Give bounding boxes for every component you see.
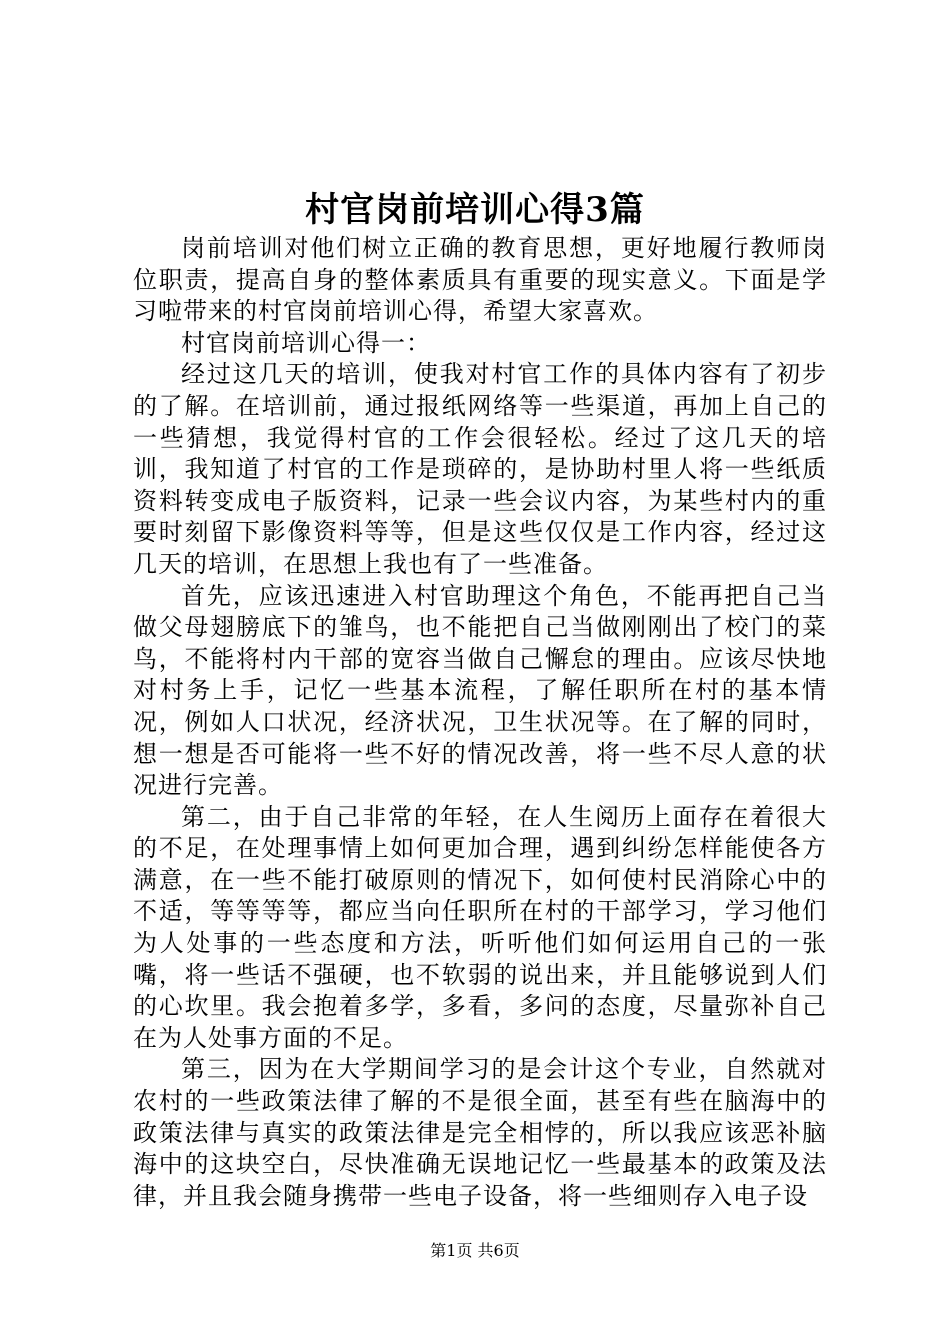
paragraph: 首先，应该迅速进入村官助理这个角色，不能再把自己当做父母翅膀底下的雏鸟，也不能把自己当做刚刚出了校门的菜鸟，不能将村内干部的宽容当做自己懈怠的理由。应该尽快地对村务上手，记忆一些基本流程，了解任职所在村的基本情况，例如人口状况，经济状况，卫生状况等。在了解的同时，想一想是否可能将一些不好的情况改善，将一些不尽人意的状况进行完善。: [133, 581, 827, 800]
paragraph: 第三，因为在大学期间学习的是会计这个专业，自然就对农村的一些政策法律了解的不是很全面，甚至有些在脑海中的政策法律与真实的政策法律是完全相悖的，所以我应该恶补脑海中的这块空白，尽快准确无误地记忆一些最基本的政策及法律，并且我会随身携带一些电子设备，将一些细则存入电子设: [133, 1055, 827, 1210]
paragraph-intro: 岗前培训对他们树立正确的教育思想，更好地履行教师岗位职责，提高自身的整体素质具有重要的现实意义。下面是学习啦带来的村官岗前培训心得，希望大家喜欢。: [133, 234, 827, 326]
section-heading: 村官岗前培训心得一：: [181, 328, 431, 357]
document-title: 村官岗前培训心得3篇: [305, 190, 645, 230]
document-body: [133, 233, 827, 1212]
page-footer: 第1页 共6页: [430, 1241, 520, 1260]
paragraph: 第二，由于自己非常的年轻，在人生阅历上面存在着很大的不足，在处理事情上如何更加合理，遇到纠纷怎样能使各方满意，在一些不能打破原则的情况下，如何使村民消除心中的不适，等等等等，都应当向任职所在村的干部学习，学习他们为人处事的一些态度和方法，听听他们如何运用自己的一张嘴，将一些话不强硬，也不软弱的说出来，并且能够说到人们的心坎里。我会抱着多学，多看，多问的态度，尽量弥补自己在为人处事方面的不足。: [133, 802, 827, 1052]
paragraph: 经过这几天的培训，使我对村官工作的具体内容有了初步的了解。在培训前，通过报纸网络等一些渠道，再加上自己的一些猜想，我觉得村官的工作会很轻松。经过了这几天的培训，我知道了村官的工作是琐碎的，是协助村里人将一些纸质资料转变成电子版资料，记录一些会议内容，为某些村内的重要时刻留下影像资料等等，但是这些仅仅是工作内容，经过这几天的培训，在思想上我也有了一些准备。: [133, 360, 827, 578]
